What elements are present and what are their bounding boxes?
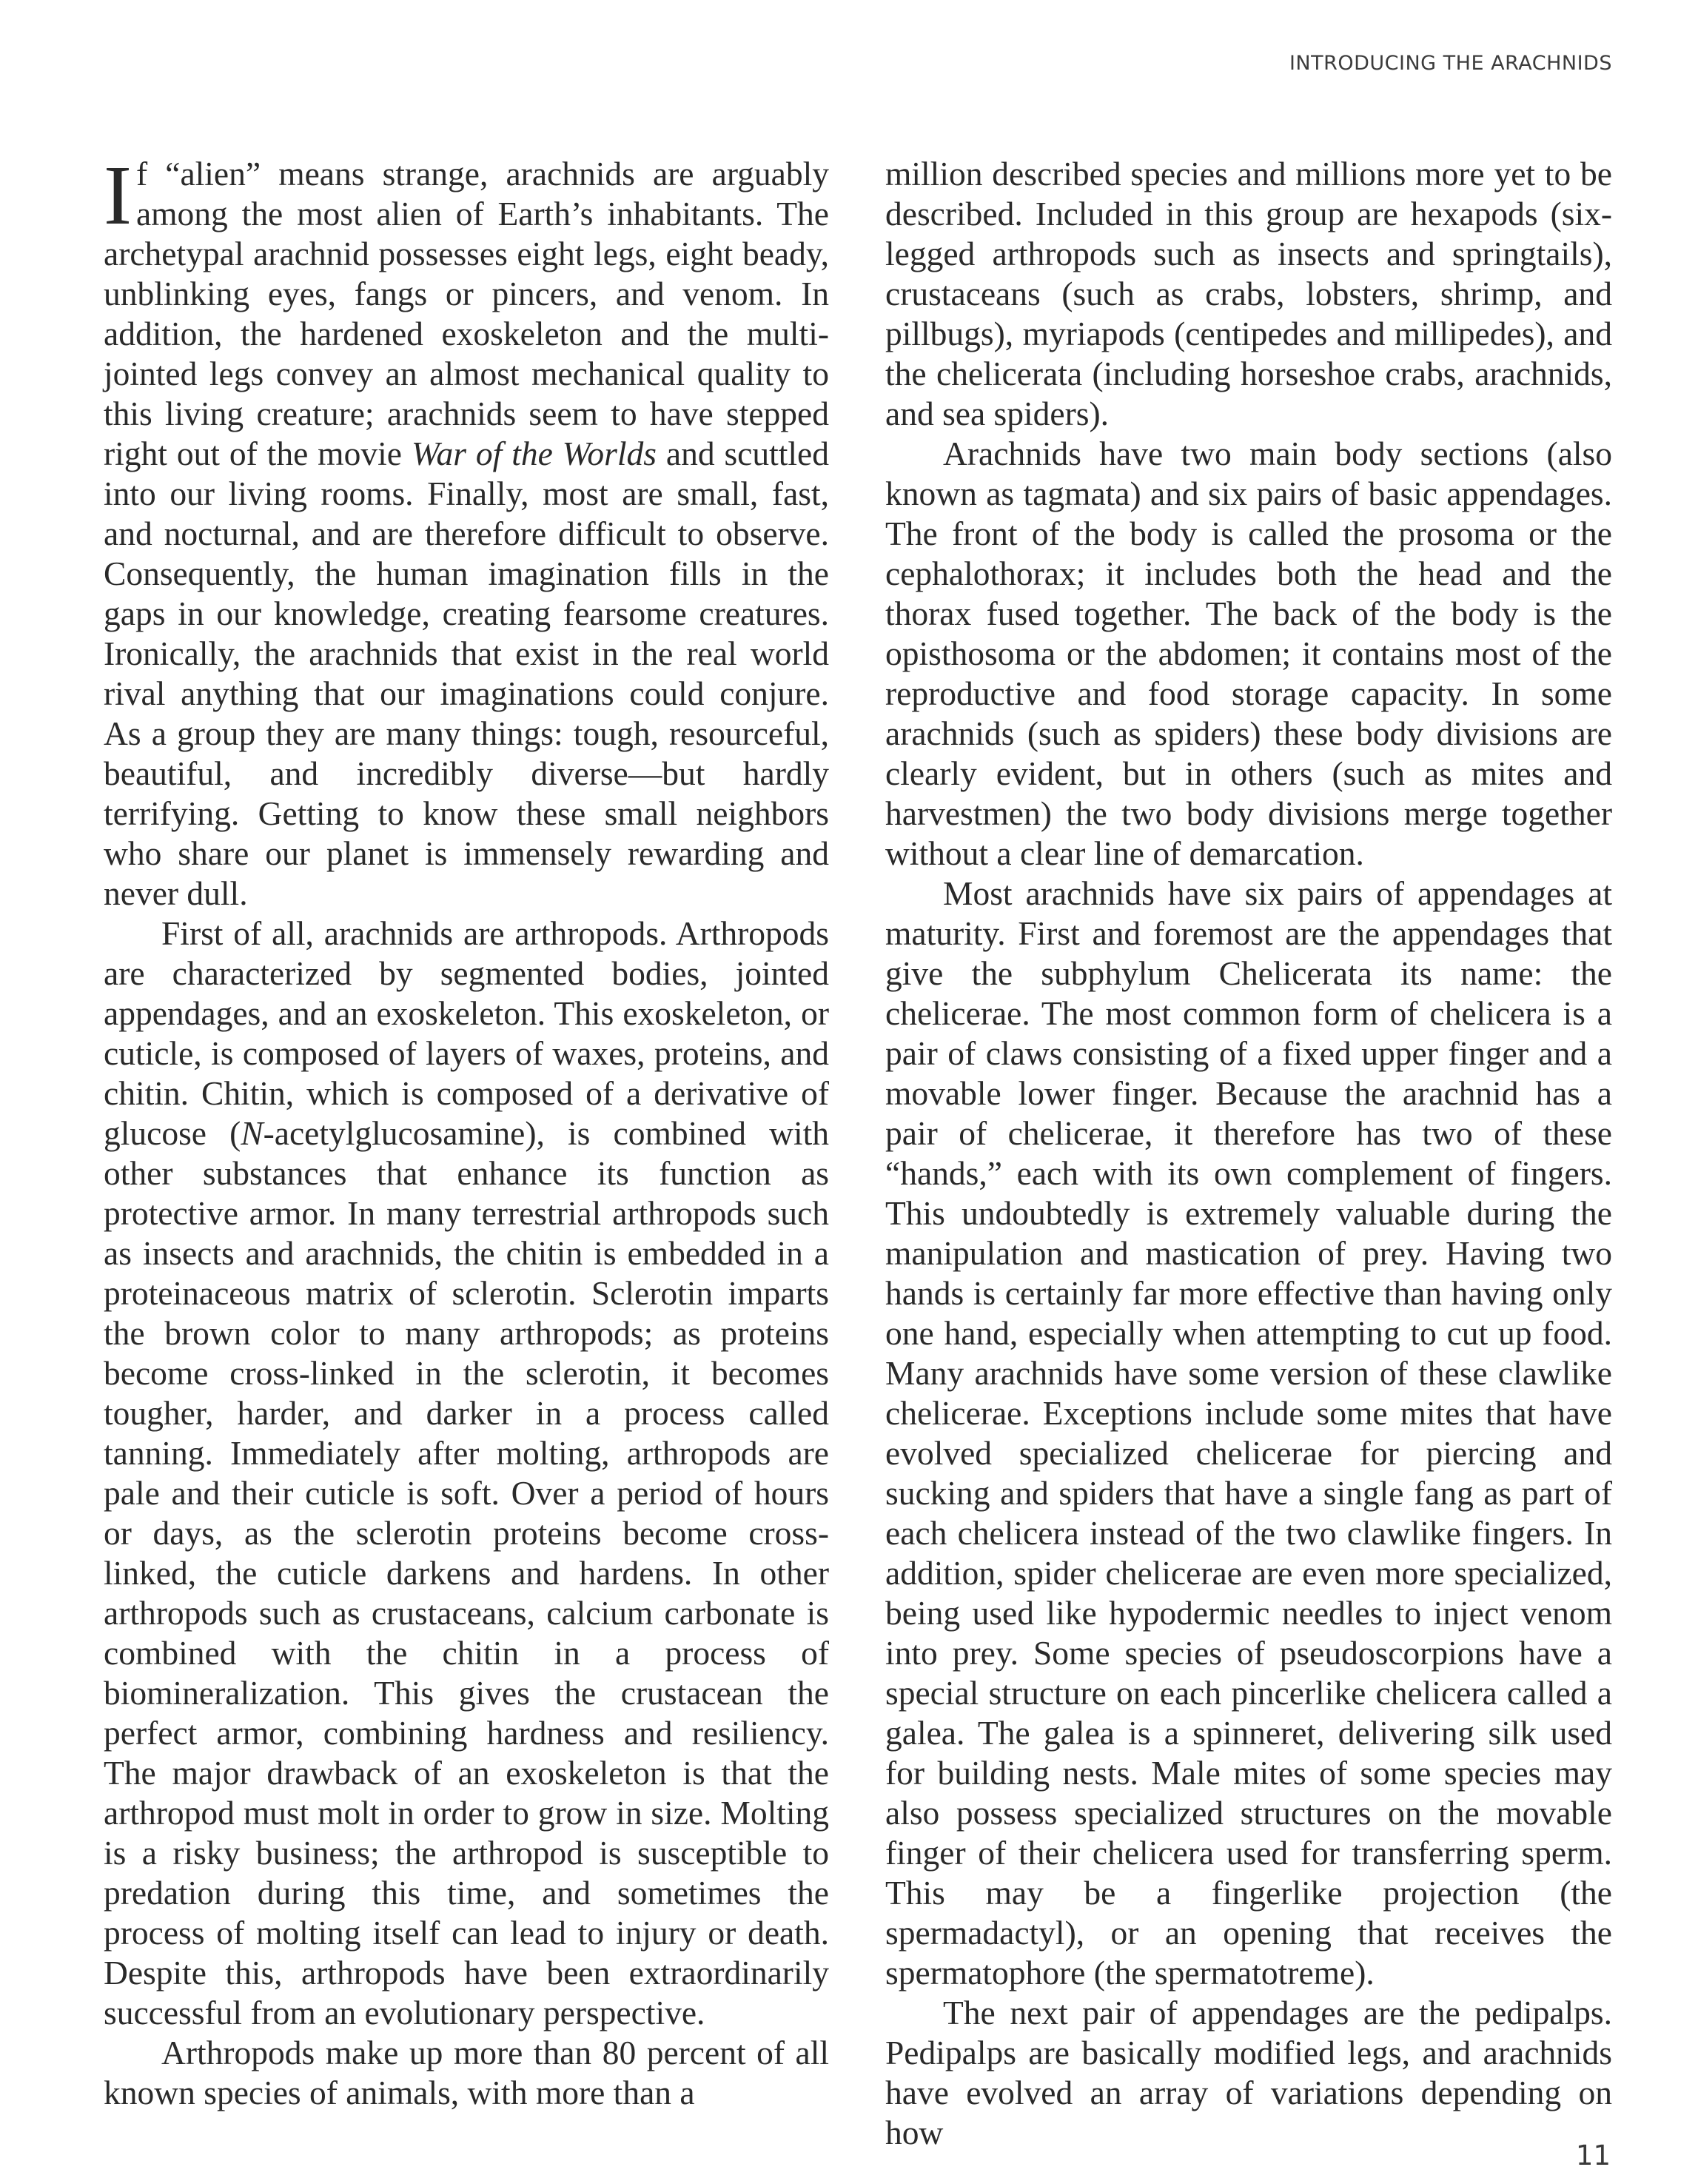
paragraph-1-text-a: f “alien” means strange, arachnids are arguably among the most alien of Earth’s inhabitants. The archetypal arachnid possesses eight legs, eight beady, unblinking eyes, fangs or pincers, and venom. In addition, the hardened exoskeleton and the multi-jointed legs convey an almost mechanical quality to this living creature; arachnids seem to have stepped right out of the movie bbox=[104, 155, 829, 472]
paragraph-2 bbox=[104, 914, 829, 2033]
italic-n: N bbox=[241, 1114, 264, 1152]
paragraph-3-start: Arthropods make up more than 80 percent of all known species of animals, with more than a bbox=[104, 2034, 829, 2111]
running-head: INTRODUCING THE ARACHNIDS bbox=[1289, 52, 1612, 75]
paragraph-5: Most arachnids have six pairs of appendages at maturity. First and foremost are the appendages that give the subphylum Chelicerata its name: the chelicerae. The most common form of chelicera is a pair of claws consisting of a fixed upper finger and a movable lower finger. Because the arachnid has a pair of chelicerae, it therefore has two of these “hands,” each with its own complement of fingers. This undoubtedly is extremely valuable during the manipulation and mastication of prey. Having two hands is certainly far more effective than having only one hand, especially when attempting to cut up food. Many arachnids have some version of these clawlike chelicerae. Exceptions include some mites that have evolved specialized chelicerae for piercing and sucking and spiders that have a single fang as part of each chelicera instead of the two clawlike fingers. In addition, spider chelicerae are even more specialized, being used like hypodermic needles to inject venom into prey. Some species of pseudoscorpions have a special structure on each pincerlike chelicera called a galea. The galea is a spinneret, delivering silk used for building nests. Male mites of some species may also possess specialized structures on the movable finger of their chelicera used for transferring sperm. This may be a fingerlike projection (the spermadactyl), or an opening that receives the spermatophore (the spermatotreme). bbox=[885, 874, 1612, 1992]
page-number: 11 bbox=[1575, 2140, 1611, 2171]
paragraph-1-text-b: and scuttled into our living rooms. Finally, most are small, fast, and nocturnal, and are therefore difficult to observe. Consequently, the human imagination fills in the gaps in our knowledge, creating fearsome creatures. Ironically, the arachnids that exist in the real world rival anything that our imaginations could conjure. As a group they are many things: tough, resourceful, beautiful, and incredibly diverse—but hardly terrifying. Getting to know these small neighbors who share our planet is immensely rewarding and never dull. bbox=[104, 435, 829, 912]
drop-cap: I bbox=[104, 148, 132, 242]
paragraph-4: Arachnids have two main body sections (also known as tagmata) and six pairs of basic appendages. The front of the body is called the prosoma or the cephalothorax; it includes both the head and the thorax fused together. The back of the body is the opisthosoma or the abdomen; it contains most of the reproductive and food storage capacity. In some arachnids (such as spiders) these body divisions are clearly evident, but in others (such as mites and harvestmen) the two body divisions merge together without a clear line of demarcation. bbox=[885, 435, 1612, 872]
paragraph-6: The next pair of appendages are the pedipalps. Pedipalps are basically modified legs, and arachnids have evolved an array of variations depending on how bbox=[885, 1994, 1612, 2151]
paragraph-2-text-b: -acetylglucosamine), is combined with other substances that enhance its function as protective armor. In many terrestrial arthropods such as insects and arachnids, the chitin is embedded in a proteinaceous matrix of sclerotin. Sclerotin imparts the brown color to many arthropods; as proteins become cross-linked in the sclerotin, it becomes tougher, harder, and darker in a process called tanning. Immediately after molting, arthropods are pale and their cuticle is soft. Over a period of hours or days, as the sclerotin proteins become cross-linked, the cuticle darkens and hardens. In other arthropods such as crustaceans, calcium carbonate is combined with the chitin in a process of biomineralization. This gives the crustacean the perfect armor, combining hardness and resiliency. The major drawback of an exoskeleton is that the arthropod must molt in order to grow in size. Molting is a risky business; the arthropod is susceptible to predation during this time, and sometimes the process of molting itself can lead to injury or death. Despite this, arthropods have been extraordinarily successful from an evolutionary perspective. bbox=[104, 1114, 829, 2031]
paragraph-1 bbox=[104, 148, 829, 914]
right-column bbox=[885, 154, 1612, 2153]
paragraph-2-text-a: First of all, arachnids are arthropods. Arthropods are characterized by segmented bodies, jointed appendages, and an exoskeleton. This exoskeleton, or cuticle, is composed of layers of waxes, proteins, and chitin. Chitin, which is composed of a derivative of glucose ( bbox=[104, 914, 829, 1152]
left-column bbox=[104, 148, 829, 2113]
paragraph-3-continued: million described species and millions more yet to be described. Included in this group are hexapods (six-legged arthropods such as insects and springtails), crustaceans (such as crabs, lobsters, shrimp, and pillbugs), myriapods (centipedes and millipedes), and the chelicerata (including horseshoe crabs, arachnids, and sea spiders). bbox=[885, 155, 1612, 432]
film-title: War of the Worlds bbox=[411, 435, 657, 472]
